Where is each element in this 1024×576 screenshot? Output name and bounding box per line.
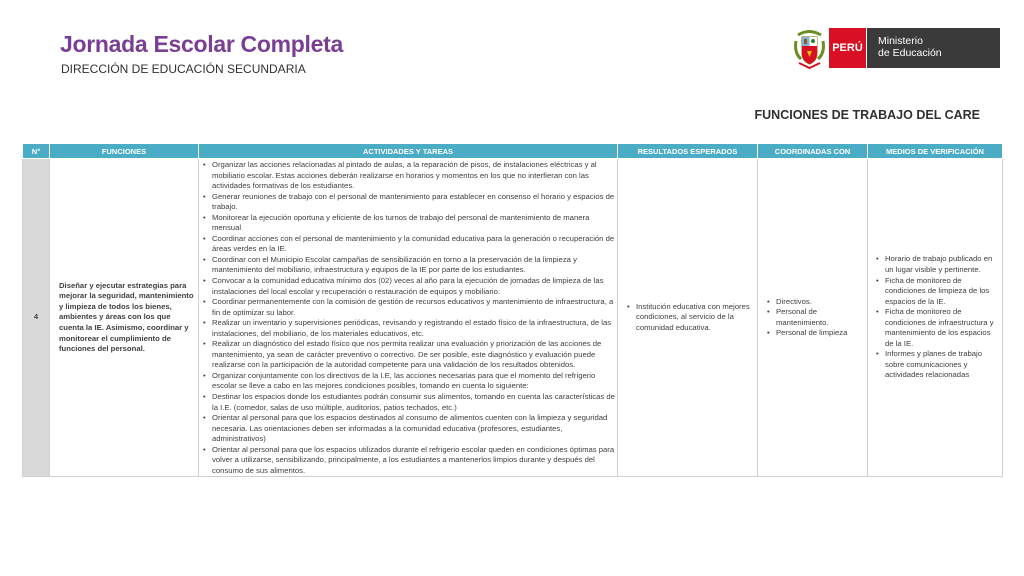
verification-list: [874, 254, 1000, 381]
activity-item: • Organizar las acciones relacionadas al pintado de aulas, a la reparación de pisos, de instalaciones eléctricas y al mobiliario escolar. Estas acciones deberán realizarse en horarios y momentos en los que no interfieran con las actividades formativas de los estudiantes.: [201, 160, 615, 192]
activity-item: • Monitorear la ejecución oportuna y eficiente de los turnos de trabajo del personal de mantenimiento de manera mensual: [201, 213, 615, 234]
result-item: • Institución educativa con mejores condiciones, al servicio de la comunidad educativa.: [625, 302, 753, 334]
row-coordinated-with: [758, 159, 868, 477]
verification-item: • Horario de trabajo publicado en un lugar visible y pertinente.: [874, 254, 1000, 275]
minedu-logo: [793, 27, 1000, 69]
col-header-results: RESULTADOS ESPERADOS: [618, 144, 758, 159]
care-functions-table: [22, 143, 1003, 477]
peru-label: PERÚ: [829, 28, 866, 68]
coordinated-item: • Personal de mantenimiento.: [765, 307, 863, 328]
ministry-line-2: de Educación: [878, 47, 942, 59]
activity-item: • Destinar los espacios donde los estudiantes podrán consumir sus alimentos, tomando en cuenta las características de la I.E. (comedor, salas de uso múltiple, auditorios, patios techados, etc.): [201, 392, 615, 413]
page-title: Jornada Escolar Completa: [60, 31, 343, 57]
verification-item: • Ficha de monitoreo de condiciones de limpieza de los espacios de la IE.: [874, 276, 1000, 308]
activity-item: • Orientar al personal para que los espacios utilizados durante el refrigerio escolar queden en condiciones óptimas para volver a utilizarse, sensibilizando, principalmente, a los estudiantes a mantenerlos limpios durante y después del consumo de sus alimentos.: [201, 445, 615, 477]
col-header-functions: FUNCIONES: [50, 144, 199, 159]
col-header-activities: ACTIVIDADES Y TAREAS: [199, 144, 618, 159]
activity-item: • Coordinar permanentemente con la comisión de gestión de recursos educativos y mantenimiento de infraestructura, a fin de optimizar su labor.: [201, 297, 615, 318]
ministry-line-1: Ministerio: [878, 35, 923, 47]
activity-item: • Orientar al personal para que los espacios destinados al consumo de alimentos cuenten con la limpieza y seguridad necesaria. Las orientaciones deben ser informadas a la comunidad educativa (profesores, estudiantes, administrativos): [201, 413, 615, 445]
row-results: [618, 159, 758, 477]
activity-item: • Realizar un inventario y supervisiones periódicas, revisando y registrando el estado físico de la infraestructura, de las instalaciones, del mobiliario, de los materiales educativos, etc.: [201, 318, 615, 339]
col-header-coordinated: COORDINADAS CON: [758, 144, 868, 159]
row-activities: [199, 159, 618, 477]
peru-coat-of-arms-icon: [793, 27, 826, 69]
row-function: Diseñar y ejecutar estrategias para mejorar la seguridad, mantenimiento y limpieza de todos los bienes, ambientes y áreas con los que cuenta la IE. Asimismo, coordinar y monitorear el cumplimiento de funciones del personal.: [50, 159, 199, 477]
ministry-label: [867, 28, 1000, 68]
activity-item: • Convocar a la comunidad educativa mínimo dos (02) veces al año para la ejecución de jornadas de limpieza de las instalaciones del local escolar y recuperación o restauración de equipos y mobiliario.: [201, 276, 615, 297]
activities-list: [201, 160, 615, 476]
col-header-verification: MEDIOS DE VERIFICACIÓN: [868, 144, 1003, 159]
activity-item: • Coordinar acciones con el personal de mantenimiento y la comunidad educativa para la generación o recuperación de áreas verdes en la IE.: [201, 234, 615, 255]
col-header-number: N°: [23, 144, 50, 159]
coordinated-item: • Personal de limpieza: [765, 328, 863, 339]
coordinated-list: [765, 297, 863, 339]
activity-item: • Realizar un diagnóstico del estado físico que nos permita realizar una evaluación y priorización de las acciones de mantenimiento, ya sean de carácter preventivo o correctivo. De ser posible, este diagnóstico y evaluación puede realizarse con la participación de la autoridad competente para una validación de los resultados obtenidos.: [201, 339, 615, 371]
section-title: FUNCIONES DE TRABAJO DEL CARE: [754, 108, 980, 122]
activity-item: • Coordinar con el Municipio Escolar campañas de sensibilización en torno a la preservación de la limpieza y mantenimiento del mobiliario, infraestructura y equipos de la IE por parte de los estudiantes.: [201, 255, 615, 276]
coordinated-item: • Directivos.: [765, 297, 863, 308]
verification-item: • Ficha de monitoreo de condiciones de infraestructura y mantenimiento de los espacios de la IE.: [874, 307, 1000, 349]
activity-item: • Organizar conjuntamente con los directivos de la I.E, las acciones necesarias para que el momento del refrigerio escolar se lleve a cabo en las mejores condiciones posibles, tomando en cuenta lo siguiente:: [201, 371, 615, 392]
results-list: [625, 302, 753, 334]
verification-item: • Informes y planes de trabajo sobre comunicaciones y actividades relacionadas: [874, 349, 1000, 381]
page-subtitle: DIRECCIÓN DE EDUCACIÓN SECUNDARIA: [61, 62, 306, 76]
row-verification: [868, 159, 1003, 477]
table-row: [23, 159, 1003, 477]
activity-item: • Generar reuniones de trabajo con el personal de mantenimiento para establecer en consenso el horario y espacios de trabajo.: [201, 192, 615, 213]
table-header-row: [23, 144, 1003, 159]
row-number: 4: [23, 159, 50, 477]
